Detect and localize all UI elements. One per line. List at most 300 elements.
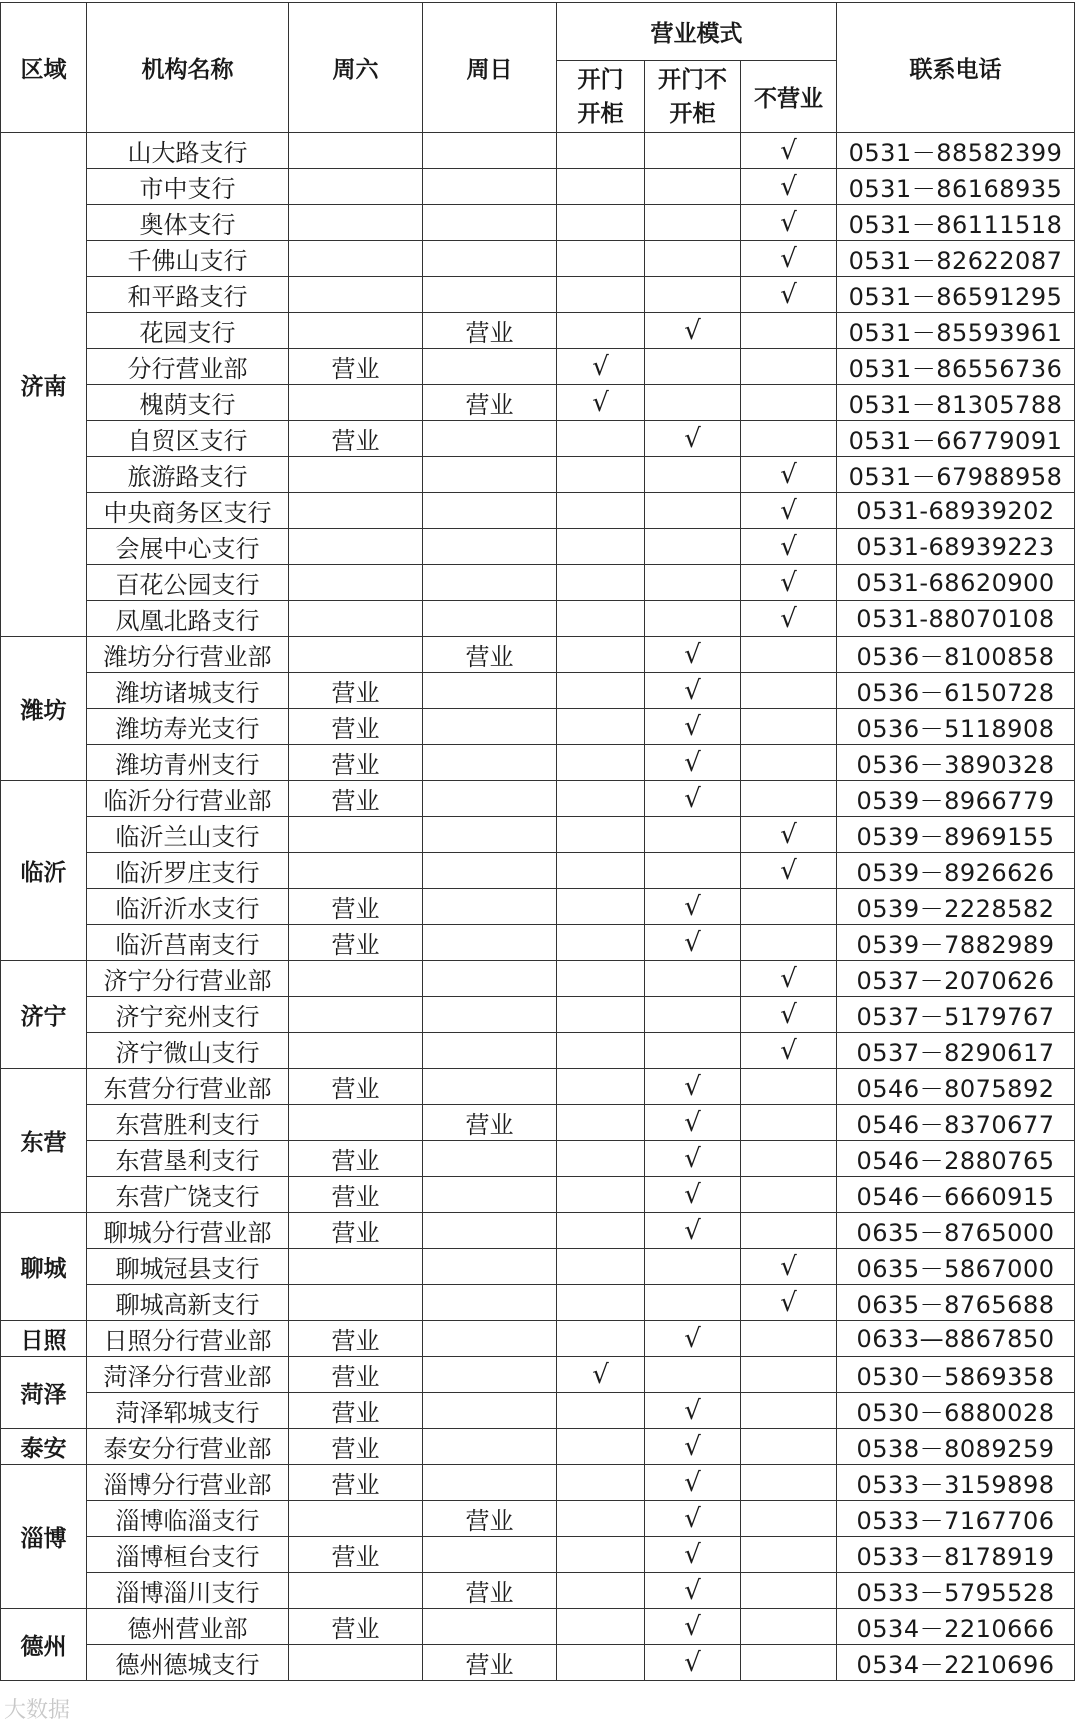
mode-closed-cell [741,385,837,421]
mode-closed-cell: √ [741,241,837,277]
mode-open-counter-cell [557,925,645,961]
phone-cell: 0539－2228582 [837,889,1075,925]
mode-open-no-counter-cell [645,997,741,1033]
phone-cell: 0536－3890328 [837,745,1075,781]
mode-open-no-counter-cell: √ [645,745,741,781]
phone-cell: 0534－2210696 [837,1645,1075,1681]
table-row [1,997,1075,1033]
phone-cell: 0538－8089259 [837,1429,1075,1465]
header-region: 区域 [1,3,87,133]
mode-open-counter-cell [557,961,645,997]
mode-open-no-counter-cell: √ [645,1105,741,1141]
table-row [1,133,1075,169]
mode-open-no-counter-cell [645,457,741,493]
table-row [1,1465,1075,1501]
branch-name-cell: 淄博分行营业部 [87,1465,289,1501]
sunday-cell [423,457,557,493]
saturday-cell [289,241,423,277]
saturday-cell [289,169,423,205]
mode-open-counter-cell: √ [557,385,645,421]
mode-open-no-counter-cell: √ [645,1321,741,1357]
branch-name-cell: 潍坊寿光支行 [87,709,289,745]
branch-name-cell: 中央商务区支行 [87,493,289,529]
phone-cell: 0533－5795528 [837,1573,1075,1609]
saturday-cell: 营业 [289,421,423,457]
phone-cell: 0531－86111518 [837,205,1075,241]
saturday-cell: 营业 [289,709,423,745]
branch-name-cell: 自贸区支行 [87,421,289,457]
sunday-cell [423,1357,557,1393]
region-cell: 潍坊 [1,637,87,781]
table-row [1,745,1075,781]
table-row [1,1213,1075,1249]
table-row [1,169,1075,205]
mode-closed-cell [741,709,837,745]
mode-open-counter-cell [557,565,645,601]
header-mode-open-counter-line2: 开柜 [577,100,624,127]
saturday-cell [289,817,423,853]
sunday-cell: 营业 [423,1105,557,1141]
sunday-cell: 营业 [423,637,557,673]
mode-closed-cell [741,1609,837,1645]
phone-cell: 0536－8100858 [837,637,1075,673]
branch-name-cell: 花园支行 [87,313,289,349]
sunday-cell [423,709,557,745]
watermark-logo: 大数据 [4,1698,71,1723]
sunday-cell [423,133,557,169]
mode-open-counter-cell [557,133,645,169]
mode-open-no-counter-cell: √ [645,1609,741,1645]
saturday-cell: 营业 [289,1465,423,1501]
mode-open-no-counter-cell [645,1285,741,1321]
region-cell: 淄博 [1,1465,87,1609]
mode-open-no-counter-cell: √ [645,709,741,745]
table-row [1,565,1075,601]
saturday-cell: 营业 [289,745,423,781]
branch-name-cell: 淄博淄川支行 [87,1573,289,1609]
mode-open-counter-cell [557,853,645,889]
region-cell: 菏泽 [1,1357,87,1429]
mode-closed-cell: √ [741,205,837,241]
phone-cell: 0635－5867000 [837,1249,1075,1285]
mode-open-no-counter-cell [645,1249,741,1285]
mode-closed-cell: √ [741,169,837,205]
branch-name-cell: 潍坊青州支行 [87,745,289,781]
mode-open-no-counter-cell: √ [645,1141,741,1177]
table-row [1,1141,1075,1177]
sunday-cell [423,1393,557,1429]
sunday-cell [423,925,557,961]
sunday-cell [423,565,557,601]
sunday-cell [423,817,557,853]
mode-open-no-counter-cell [645,349,741,385]
branch-name-cell: 旅游路支行 [87,457,289,493]
mode-open-no-counter-cell [645,1357,741,1393]
table-row [1,1357,1075,1393]
mode-closed-cell [741,421,837,457]
mode-closed-cell: √ [741,1033,837,1069]
saturday-cell: 营业 [289,1321,423,1357]
mode-open-counter-cell [557,997,645,1033]
sunday-cell [423,1321,557,1357]
table-row [1,817,1075,853]
region-cell: 泰安 [1,1429,87,1465]
phone-cell: 0531－66779091 [837,421,1075,457]
saturday-cell [289,1249,423,1285]
phone-cell: 0539－8926626 [837,853,1075,889]
mode-closed-cell [741,637,837,673]
branch-name-cell: 临沂莒南支行 [87,925,289,961]
mode-open-counter-cell [557,1321,645,1357]
mode-open-no-counter-cell: √ [645,1177,741,1213]
mode-open-counter-cell [557,529,645,565]
saturday-cell [289,205,423,241]
branch-name-cell: 德州德城支行 [87,1645,289,1681]
mode-closed-cell: √ [741,277,837,313]
header-saturday: 周六 [289,3,423,133]
saturday-cell [289,997,423,1033]
saturday-cell: 营业 [289,1393,423,1429]
table-row [1,241,1075,277]
sunday-cell: 营业 [423,313,557,349]
phone-cell: 0533－8178919 [837,1537,1075,1573]
table-row [1,421,1075,457]
table-row [1,1177,1075,1213]
sunday-cell [423,1033,557,1069]
phone-cell: 0539－8969155 [837,817,1075,853]
mode-open-counter-cell [557,1069,645,1105]
mode-open-no-counter-cell [645,277,741,313]
table-row [1,205,1075,241]
mode-open-counter-cell [557,457,645,493]
saturday-cell: 营业 [289,1213,423,1249]
mode-open-counter-cell [557,241,645,277]
mode-open-counter-cell [557,1645,645,1681]
branch-name-cell: 淄博临淄支行 [87,1501,289,1537]
table-body [1,133,1075,1681]
phone-cell: 0635－8765000 [837,1213,1075,1249]
phone-cell: 0531-68939223 [837,529,1075,565]
mode-closed-cell: √ [741,1249,837,1285]
mode-closed-cell: √ [741,565,837,601]
mode-open-no-counter-cell: √ [645,781,741,817]
mode-open-no-counter-cell: √ [645,1537,741,1573]
branch-name-cell: 东营广饶支行 [87,1177,289,1213]
mode-open-no-counter-cell: √ [645,313,741,349]
branch-name-cell: 千佛山支行 [87,241,289,277]
mode-closed-cell [741,673,837,709]
branch-name-cell: 济宁微山支行 [87,1033,289,1069]
phone-cell: 0531-68620900 [837,565,1075,601]
sunday-cell [423,1609,557,1645]
phone-cell: 0533－3159898 [837,1465,1075,1501]
mode-open-no-counter-cell [645,205,741,241]
mode-open-counter-cell: √ [557,349,645,385]
mode-open-no-counter-cell [645,601,741,637]
saturday-cell [289,385,423,421]
table-row [1,1429,1075,1465]
phone-cell: 0546－8370677 [837,1105,1075,1141]
mode-closed-cell [741,1213,837,1249]
table-row [1,1393,1075,1429]
branch-name-cell: 分行营业部 [87,349,289,385]
mode-closed-cell [741,1465,837,1501]
mode-closed-cell [741,1393,837,1429]
branch-name-cell: 会展中心支行 [87,529,289,565]
mode-closed-cell: √ [741,1285,837,1321]
mode-closed-cell [741,1429,837,1465]
header-business-mode: 营业模式 [557,3,837,61]
branch-name-cell: 潍坊分行营业部 [87,637,289,673]
saturday-cell [289,853,423,889]
mode-closed-cell: √ [741,601,837,637]
table-row [1,889,1075,925]
header-mode-closed: 不营业 [741,61,837,133]
mode-open-counter-cell [557,1177,645,1213]
sunday-cell [423,1069,557,1105]
saturday-cell [289,1033,423,1069]
mode-open-counter-cell [557,1537,645,1573]
mode-open-counter-cell [557,1573,645,1609]
saturday-cell [289,1105,423,1141]
branch-name-cell: 淄博桓台支行 [87,1537,289,1573]
mode-closed-cell: √ [741,457,837,493]
region-cell: 东营 [1,1069,87,1213]
table-row [1,1645,1075,1681]
phone-cell: 0633—8867850 [837,1321,1075,1357]
sunday-cell [423,889,557,925]
saturday-cell [289,1501,423,1537]
mode-open-no-counter-cell: √ [645,1393,741,1429]
table-row [1,1069,1075,1105]
saturday-cell: 营业 [289,889,423,925]
phone-cell: 0546－6660915 [837,1177,1075,1213]
mode-closed-cell [741,1573,837,1609]
sunday-cell [423,529,557,565]
branch-name-cell: 日照分行营业部 [87,1321,289,1357]
saturday-cell: 营业 [289,1429,423,1465]
mode-closed-cell [741,1501,837,1537]
mode-open-no-counter-cell: √ [645,421,741,457]
phone-cell: 0531－88582399 [837,133,1075,169]
saturday-cell: 营业 [289,349,423,385]
sunday-cell [423,1249,557,1285]
sunday-cell [423,781,557,817]
mode-open-counter-cell [557,1105,645,1141]
table-row [1,457,1075,493]
phone-cell: 0531－86591295 [837,277,1075,313]
branch-name-cell: 市中支行 [87,169,289,205]
mode-open-counter-cell [557,637,645,673]
sunday-cell [423,421,557,457]
saturday-cell [289,457,423,493]
mode-open-counter-cell [557,313,645,349]
branch-name-cell: 槐荫支行 [87,385,289,421]
sunday-cell: 营业 [423,1573,557,1609]
saturday-cell: 营业 [289,1141,423,1177]
mode-closed-cell [741,925,837,961]
branch-name-cell: 山大路支行 [87,133,289,169]
table-row [1,1609,1075,1645]
sunday-cell [423,853,557,889]
mode-open-counter-cell [557,889,645,925]
mode-open-no-counter-cell: √ [645,1573,741,1609]
saturday-cell [289,277,423,313]
region-cell: 日照 [1,1321,87,1357]
branch-name-cell: 临沂沂水支行 [87,889,289,925]
table-row [1,1249,1075,1285]
saturday-cell [289,1285,423,1321]
mode-open-counter-cell [557,421,645,457]
sunday-cell [423,349,557,385]
branch-name-cell: 奥体支行 [87,205,289,241]
mode-open-counter-cell [557,709,645,745]
sunday-cell: 营业 [423,1501,557,1537]
saturday-cell [289,565,423,601]
saturday-cell [289,1645,423,1681]
mode-closed-cell [741,1537,837,1573]
table-row [1,601,1075,637]
sunday-cell [423,1141,557,1177]
table-row [1,493,1075,529]
branch-name-cell: 泰安分行营业部 [87,1429,289,1465]
saturday-cell: 营业 [289,781,423,817]
mode-open-no-counter-cell: √ [645,889,741,925]
table-row [1,781,1075,817]
phone-cell: 0531－67988958 [837,457,1075,493]
mode-open-no-counter-cell: √ [645,925,741,961]
mode-open-counter-cell [557,1141,645,1177]
table-row [1,349,1075,385]
mode-open-no-counter-cell [645,133,741,169]
mode-open-counter-cell [557,1429,645,1465]
mode-open-counter-cell [557,1501,645,1537]
saturday-cell: 营业 [289,1609,423,1645]
phone-cell: 0533－7167706 [837,1501,1075,1537]
table-row [1,529,1075,565]
phone-cell: 0531－82622087 [837,241,1075,277]
phone-cell: 0534－2210666 [837,1609,1075,1645]
branch-name-cell: 东营胜利支行 [87,1105,289,1141]
mode-closed-cell: √ [741,961,837,997]
saturday-cell: 营业 [289,1177,423,1213]
branch-name-cell: 菏泽郓城支行 [87,1393,289,1429]
table-row [1,673,1075,709]
sunday-cell [423,169,557,205]
mode-open-counter-cell [557,1465,645,1501]
saturday-cell: 营业 [289,1069,423,1105]
sunday-cell [423,493,557,529]
header-mode-open-no-counter-line1: 开门不 [658,66,727,93]
branch-name-cell: 菏泽分行营业部 [87,1357,289,1393]
mode-closed-cell: √ [741,493,837,529]
mode-open-counter-cell: √ [557,1357,645,1393]
header-sunday: 周日 [423,3,557,133]
region-cell: 济南 [1,133,87,637]
phone-cell: 0531－81305788 [837,385,1075,421]
sunday-cell [423,673,557,709]
table-row [1,1573,1075,1609]
mode-closed-cell: √ [741,817,837,853]
mode-closed-cell [741,313,837,349]
phone-cell: 0539－8966779 [837,781,1075,817]
table-row [1,385,1075,421]
mode-open-counter-cell [557,781,645,817]
sunday-cell [423,745,557,781]
header-mode-open-counter [557,61,645,133]
mode-open-no-counter-cell [645,529,741,565]
mode-closed-cell [741,1357,837,1393]
branch-name-cell: 临沂兰山支行 [87,817,289,853]
mode-closed-cell [741,1105,837,1141]
table-row [1,637,1075,673]
phone-cell: 0539－7882989 [837,925,1075,961]
mode-closed-cell: √ [741,133,837,169]
sunday-cell [423,241,557,277]
branch-name-cell: 东营垦利支行 [87,1141,289,1177]
sunday-cell [423,277,557,313]
table-row [1,853,1075,889]
mode-open-counter-cell [557,745,645,781]
mode-open-no-counter-cell [645,493,741,529]
phone-cell: 0537－8290617 [837,1033,1075,1069]
saturday-cell [289,1573,423,1609]
table-row [1,277,1075,313]
sunday-cell [423,1465,557,1501]
saturday-cell: 营业 [289,1357,423,1393]
saturday-cell [289,961,423,997]
mode-closed-cell [741,745,837,781]
branch-name-cell: 聊城高新支行 [87,1285,289,1321]
branch-name-cell: 临沂罗庄支行 [87,853,289,889]
table-row [1,1321,1075,1357]
header-mode-open-counter-line1: 开门 [577,66,624,93]
branch-name-cell: 凤凰北路支行 [87,601,289,637]
phone-cell: 0530－5869358 [837,1357,1075,1393]
sunday-cell [423,1537,557,1573]
sunday-cell [423,601,557,637]
header-branch-name: 机构名称 [87,3,289,133]
header-mode-open-no-counter-line2: 开柜 [669,100,716,127]
phone-cell: 0531－86168935 [837,169,1075,205]
mode-closed-cell [741,781,837,817]
table-row [1,313,1075,349]
mode-open-counter-cell [557,493,645,529]
mode-closed-cell [741,1141,837,1177]
mode-open-counter-cell [557,169,645,205]
branch-name-cell: 和平路支行 [87,277,289,313]
phone-cell: 0537－2070626 [837,961,1075,997]
mode-open-counter-cell [557,205,645,241]
mode-open-counter-cell [557,673,645,709]
mode-open-counter-cell [557,1213,645,1249]
branch-schedule-table [0,2,1075,1681]
mode-open-no-counter-cell [645,817,741,853]
saturday-cell: 营业 [289,1537,423,1573]
mode-closed-cell [741,1069,837,1105]
sunday-cell: 营业 [423,1645,557,1681]
phone-cell: 0635－8765688 [837,1285,1075,1321]
saturday-cell: 营业 [289,673,423,709]
mode-closed-cell [741,889,837,925]
sunday-cell [423,1177,557,1213]
mode-open-no-counter-cell: √ [645,1501,741,1537]
mode-open-no-counter-cell [645,1033,741,1069]
mode-open-no-counter-cell [645,385,741,421]
region-cell: 聊城 [1,1213,87,1321]
mode-open-no-counter-cell: √ [645,1645,741,1681]
phone-cell: 0531-88070108 [837,601,1075,637]
